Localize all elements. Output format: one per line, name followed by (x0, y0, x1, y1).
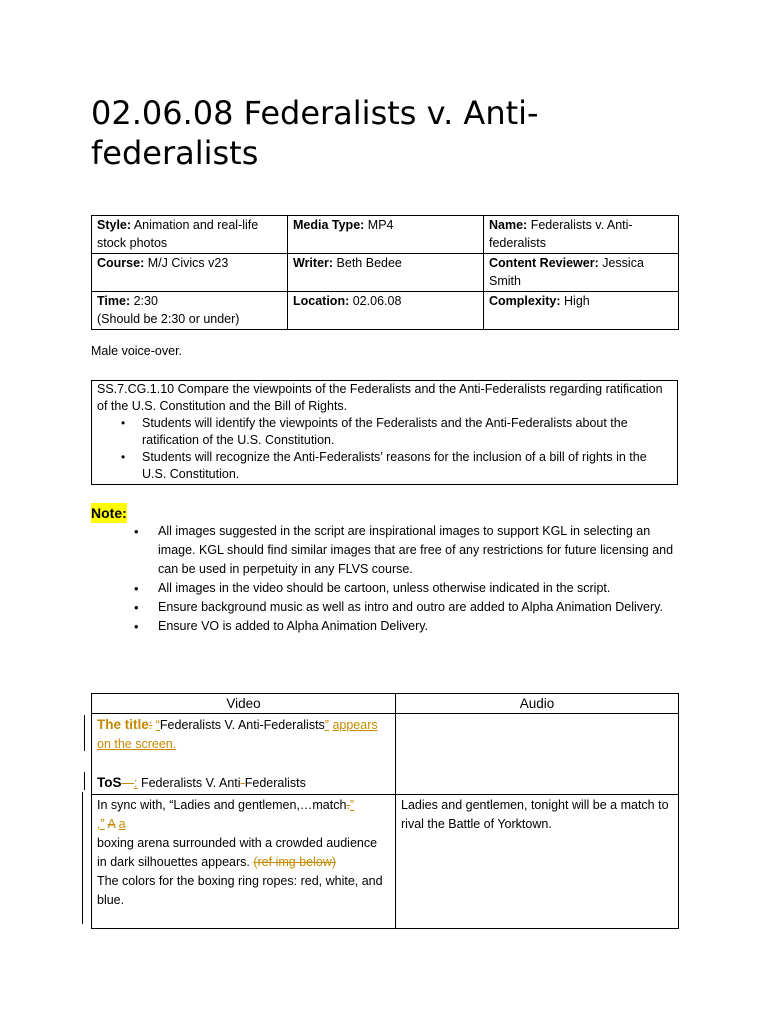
content-reviewer-cell (484, 254, 679, 292)
video-column-header: Video (92, 694, 396, 714)
name-value: Federalists v. Anti-federalists (489, 218, 633, 250)
deleted-colon: : (148, 718, 153, 732)
inserted-tail: appears on the screen. (97, 718, 378, 751)
note-label: Note: (91, 505, 127, 521)
rope-colors: The colors for the boxing ring ropes: red, white, and blue. (97, 874, 383, 907)
list-item: • All images in the video should be cartoon, unless otherwise indicated in the script. (91, 579, 678, 598)
tos-label: ToS (97, 775, 122, 790)
style-label: Style: (97, 218, 132, 232)
inserted-quote-2: ” (100, 817, 105, 831)
arena-description (97, 834, 390, 872)
title-text: Federalists V. Anti-Federalists (159, 718, 325, 732)
table-row (92, 714, 679, 795)
list-item: • Students will identify the viewpoints of the Federalists and the Anti-Federalists about the ratification of the U.S. Constitution. (97, 415, 672, 449)
list-item: • Students will recognize the Anti-Federalists’ reasons for the inclusion of a bill of rights in the U.S. Constitution. (97, 449, 672, 483)
list-item: • All images suggested in the script are inspirational images to support KGL in selecting an image. KGL should find similar images that are free of any restrictions for future licensing and can be used in perpetuity in any FLVS course. (91, 522, 678, 579)
time-label: Time: (97, 294, 131, 308)
voiceover-note: Male voice-over. (91, 344, 183, 358)
writer-cell (288, 254, 484, 292)
deleted-hyphen: - (240, 776, 245, 790)
change-bar (84, 715, 85, 751)
title-line (97, 715, 390, 754)
inserted-open-quote: “ (155, 718, 160, 732)
complexity-label: Complexity: (489, 294, 561, 308)
time-value: 2:30 (133, 294, 158, 308)
name-cell (484, 216, 679, 254)
list-item: • Ensure background music as well as intro and outro are added to Alpha Animation Delivery. (91, 598, 678, 617)
style-cell (92, 216, 288, 254)
benchmark-text: SS.7.CG.1.10 Compare the viewpoints of the Federalists and the Anti-Federalists regarding ratification of the U.S. Constitution and the Bill of Rights. (97, 382, 663, 413)
inserted-colon: : (134, 776, 138, 790)
style-value: Animation and real-life stock photos (97, 218, 259, 250)
tos-text-b: Federalists (244, 776, 306, 790)
video-cell (92, 795, 396, 929)
course-cell (92, 254, 288, 292)
deleted-period: . (346, 798, 350, 812)
table-row (92, 254, 679, 292)
table-header-row (92, 694, 679, 714)
location-value: 02.06.08 (352, 294, 402, 308)
course-value: M/J Civics v23 (147, 256, 229, 270)
location-cell (288, 292, 484, 330)
writer-label: Writer: (293, 256, 334, 270)
name-label: Name: (489, 218, 528, 232)
media-type-value: MP4 (367, 218, 394, 232)
media-type-label: Media Type: (293, 218, 365, 232)
objectives-list (97, 415, 672, 483)
audio-column-header: Audio (396, 694, 679, 714)
sync-text: In sync with, “Ladies and gentlemen,…match (97, 798, 347, 812)
video-cell (92, 714, 396, 795)
writer-value: Beth Bedee (336, 256, 402, 270)
table-row (92, 216, 679, 254)
deleted-capital-a: A (107, 817, 116, 831)
audio-cell: Ladies and gentlemen, tonight will be a match to rival the Battle of Yorktown. (396, 795, 679, 929)
time-cell (92, 292, 288, 330)
page-title: 02.06.08 Federalists v. Anti-federalists (91, 94, 539, 172)
tos-text-a: Federalists V. Anti (140, 776, 241, 790)
table-row (92, 795, 679, 929)
inserted-lower-a: a (118, 817, 126, 831)
tos-line (97, 773, 390, 793)
deleted-ref-note: (ref img below) (253, 855, 337, 869)
deleted-dash: — (121, 776, 134, 790)
change-bar (82, 792, 83, 924)
list-item: • Ensure VO is added to Alpha Animation Delivery. (91, 617, 678, 636)
content-reviewer-value: Jessica Smith (489, 256, 644, 288)
notes-list (91, 522, 678, 636)
media-type-cell (288, 216, 484, 254)
audio-cell (396, 714, 679, 795)
metadata-table (91, 215, 679, 330)
standards-box (91, 380, 678, 485)
location-label: Location: (293, 294, 350, 308)
inserted-quote: ” (349, 798, 355, 812)
complexity-cell (484, 292, 679, 330)
arena-text: boxing arena surrounded with a crowded audience in dark silhouettes appears. (97, 836, 378, 869)
sync-edit-line (97, 815, 390, 834)
complexity-value: High (564, 294, 590, 308)
change-bar (84, 772, 85, 790)
sync-line (97, 796, 390, 815)
course-label: Course: (97, 256, 145, 270)
script-table (91, 693, 679, 929)
time-note: (Should be 2:30 or under) (97, 311, 240, 326)
table-row (92, 292, 679, 330)
content-reviewer-label: Content Reviewer: (489, 256, 599, 270)
inserted-comma: , (97, 817, 101, 831)
inserted-close-quote: ” (324, 718, 329, 732)
title-label: The title (97, 717, 149, 732)
